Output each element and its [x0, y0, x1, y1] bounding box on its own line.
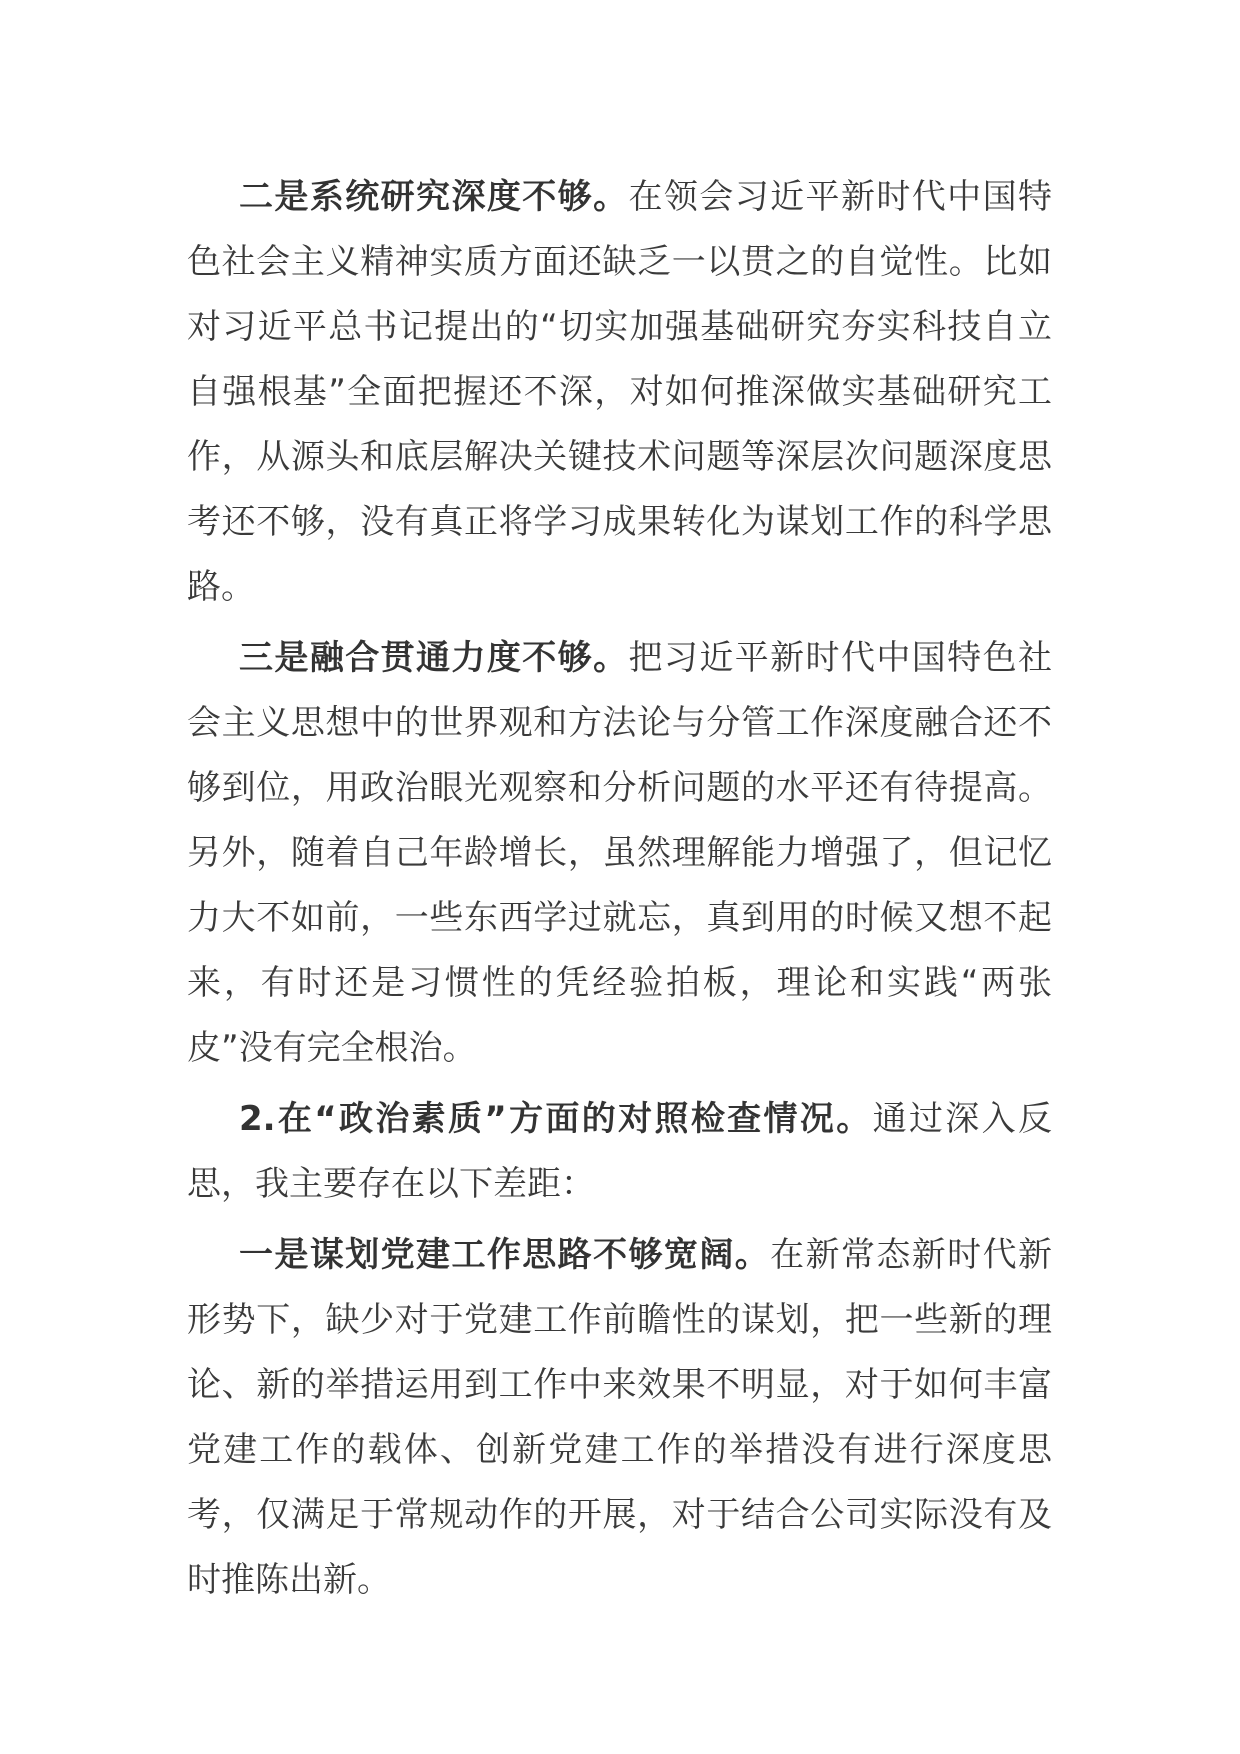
paragraph-research-depth: [187, 165, 1052, 620]
paragraph-heading: 一是谋划党建工作思路不够宽阔。: [239, 1235, 771, 1275]
document-body: [187, 165, 1052, 1613]
paragraph-text: 在新常态新时代新形势下，缺少对于党建工作前瞻性的谋划，把一些新的理论、新的举措运用到工作中来效果不明显，对于如何丰富党建工作的载体、创新党建工作的举措没有进行深度思考，仅满足于常规动作的开展，对于结合公司实际没有及时推陈出新。: [187, 1235, 1053, 1600]
paragraph-heading: 2.在“政治素质”方面的对照检查情况。: [239, 1099, 873, 1139]
paragraph-heading: 三是融合贯通力度不够。: [239, 638, 629, 678]
paragraph-political-quality: [187, 1087, 1052, 1217]
paragraph-integration: [187, 626, 1052, 1081]
paragraph-text: 在领会习近平新时代中国特色社会主义精神实质方面还缺乏一以贯之的自觉性。比如对习近平总书记提出的“切实加强基础研究夯实科技自立自强根基”全面把握还不深，对如何推深做实基础研究工作，从源头和底层解决关键技术问题等深层次问题深度思考还不够，没有真正将学习成果转化为谋划工作的科学思路。: [187, 177, 1052, 607]
paragraph-party-building: [187, 1223, 1052, 1613]
paragraph-text: 把习近平新时代中国特色社会主义思想中的世界观和方法论与分管工作深度融合还不够到位，用政治眼光观察和分析问题的水平还有待提高。另外，随着自己年龄增长，虽然理解能力增强了，但记忆力大不如前，一些东西学过就忘，真到用的时候又想不起来，有时还是习惯性的凭经验拍板，理论和实践“两张皮”没有完全根治。: [187, 638, 1052, 1068]
paragraph-heading: 二是系统研究深度不够。: [239, 177, 629, 217]
paragraph-text: 通过深入反思，我主要存在以下差距：: [187, 1099, 1052, 1204]
